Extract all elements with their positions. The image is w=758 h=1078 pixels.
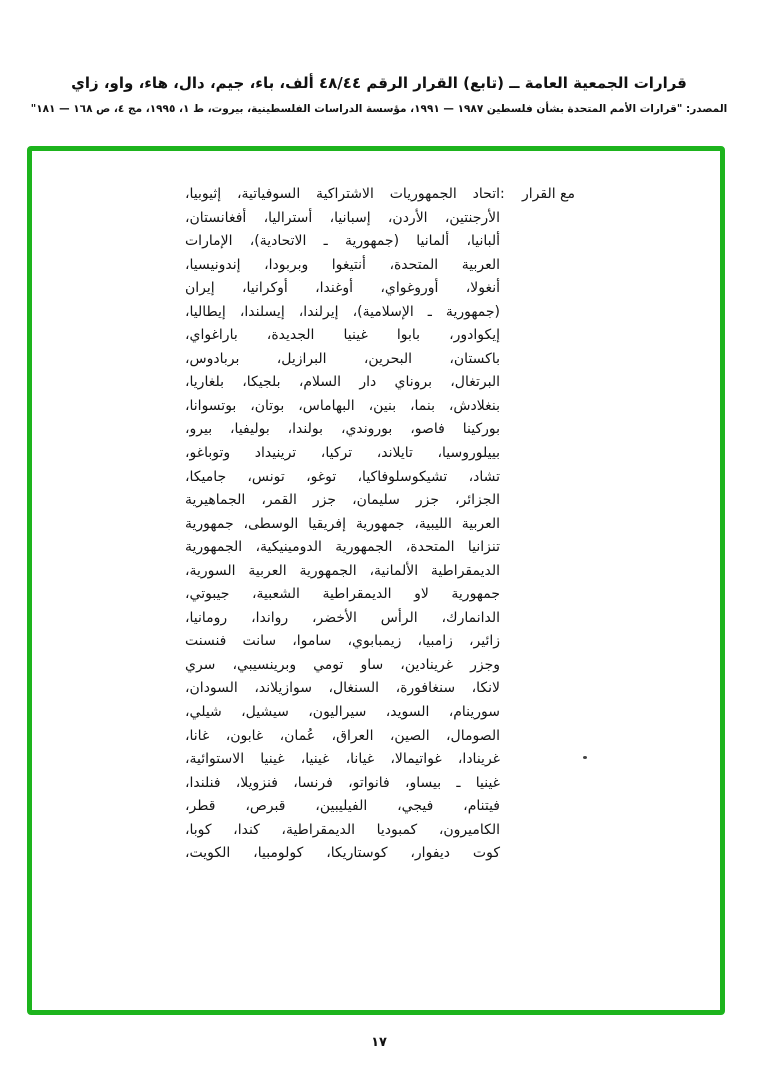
country-list-lines xyxy=(185,207,575,866)
scan-artifact-dot xyxy=(583,756,587,759)
country-list-line: إيكوادور، بابوا غينيا الجديدة، باراغواي، xyxy=(185,327,500,344)
country-list-line: بييلوروسيا، تايلاند، تركيا، ترينيداد وتوباغو، xyxy=(185,445,500,462)
vote-with-label: مع القرار xyxy=(521,186,575,202)
country-list-line: فيتنام، فيجي، الفيليبين، قبرص، قطر، xyxy=(185,798,500,815)
source-citation: المصدر: "قرارات الأمم المتحدة بشأن فلسطين ١٩٨٧ — ١٩٩١، مؤسسة الدراسات الفلسطينية، بيروت، ط ١، ١٩٩٥، مج ٤، ص ١٦٨ — ١٨١" xyxy=(30,103,728,115)
resolution-title: قرارات الجمعية العامة ــ (تابع) القرار الرقم ٤٨/٤٤ ألف، باء، جيم، دال، هاء، واو، زاي xyxy=(71,74,687,92)
vote-with-row xyxy=(185,183,575,207)
country-list-line: الجزائر، جزر سليمان، جزر القمر، الجماهيرية xyxy=(185,492,500,509)
country-list-line: تنزانيا المتحدة، الجمهورية الدومينيكية، الجمهورية xyxy=(185,539,500,556)
vote-label-colon: : xyxy=(500,186,505,202)
country-list-line: سورينام، السويد، سيراليون، سيشيل، شيلي، xyxy=(185,704,500,721)
country-list-line: غرينادا، غواتيمالا، غيانا، غينيا، غينيا الاستوائية، xyxy=(185,751,500,768)
country-list-line: بنغلادش، بنما، بنين، البهاماس، بوتان، بوتسوانا، xyxy=(185,397,500,414)
country-list-line: ألبانيا، ألمانيا (جمهورية ـ الاتحادية)، الإمارات xyxy=(185,233,500,250)
country-list-line: الديمقراطية الألمانية، الجمهورية العربية السورية، xyxy=(185,562,500,579)
country-list-line: الكاميرون، كمبوديا الديمقراطية، كندا، كوبا، xyxy=(185,821,500,838)
country-list-line: الأرجنتين، الأردن، إسبانيا، أستراليا، أفغانستان، xyxy=(185,209,500,226)
country-list-line: (جمهورية ـ الإسلامية)، إيرلندا، إيسلندا، إيطاليا، xyxy=(185,303,500,320)
country-list-line: أنغولا، أوروغواي، أوغندا، أوكرانيا، إيران xyxy=(185,280,500,297)
country-list-line: زائير، زامبيا، زيمبابوي، ساموا، سانت فنسنت xyxy=(185,633,500,650)
vote-with-label-box xyxy=(500,183,575,207)
country-list-line: وجزر غرينادين، ساو تومي وبرينسيبي، سري xyxy=(185,656,500,673)
country-list-line: جمهورية لاو الديمقراطية الشعبية، جيبوتي، xyxy=(185,586,500,603)
country-list-line: تشاد، تشيكوسلوفاكيا، توغو، تونس، جاميكا، xyxy=(185,468,500,485)
country-list-line: لانكا، سنغافورة، السنغال، سوازيلاند، السودان، xyxy=(185,680,500,697)
country-list-line: البرتغال، بروناي دار السلام، بلجيكا، بلغاريا، xyxy=(185,374,500,391)
country-list-line: غينيا ـ بيساو، فانواتو، فرنسا، فنزويلا، فنلندا، xyxy=(185,774,500,791)
country-list xyxy=(185,183,575,866)
country-list-line: باكستان، البحرين، البرازيل، بربادوس، xyxy=(185,350,500,367)
country-list-line: بوركينا فاصو، بوروندي، بولندا، بوليفيا، بيرو، xyxy=(185,421,500,438)
country-list-line: العربية الليبية، جمهورية إفريقيا الوسطى، جمهورية xyxy=(185,515,500,532)
page-number: ١٧ xyxy=(371,1035,387,1050)
country-list-line: العربية المتحدة، أنتيغوا وبربودا، إندونيسيا، xyxy=(185,256,500,273)
country-list-line: الصومال، الصين، العراق، عُمان، غابون، غانا، xyxy=(185,727,500,744)
country-list-line: الدانمارك، الرأس الأخضر، رواندا، رومانيا، xyxy=(185,609,500,626)
country-list-line: كوت ديفوار، كوستاريكا، كولومبيا، الكويت، xyxy=(185,845,500,862)
country-list-line: اتحاد الجمهوريات الاشتراكية السوفياتية، إثيوبيا، xyxy=(185,186,500,202)
